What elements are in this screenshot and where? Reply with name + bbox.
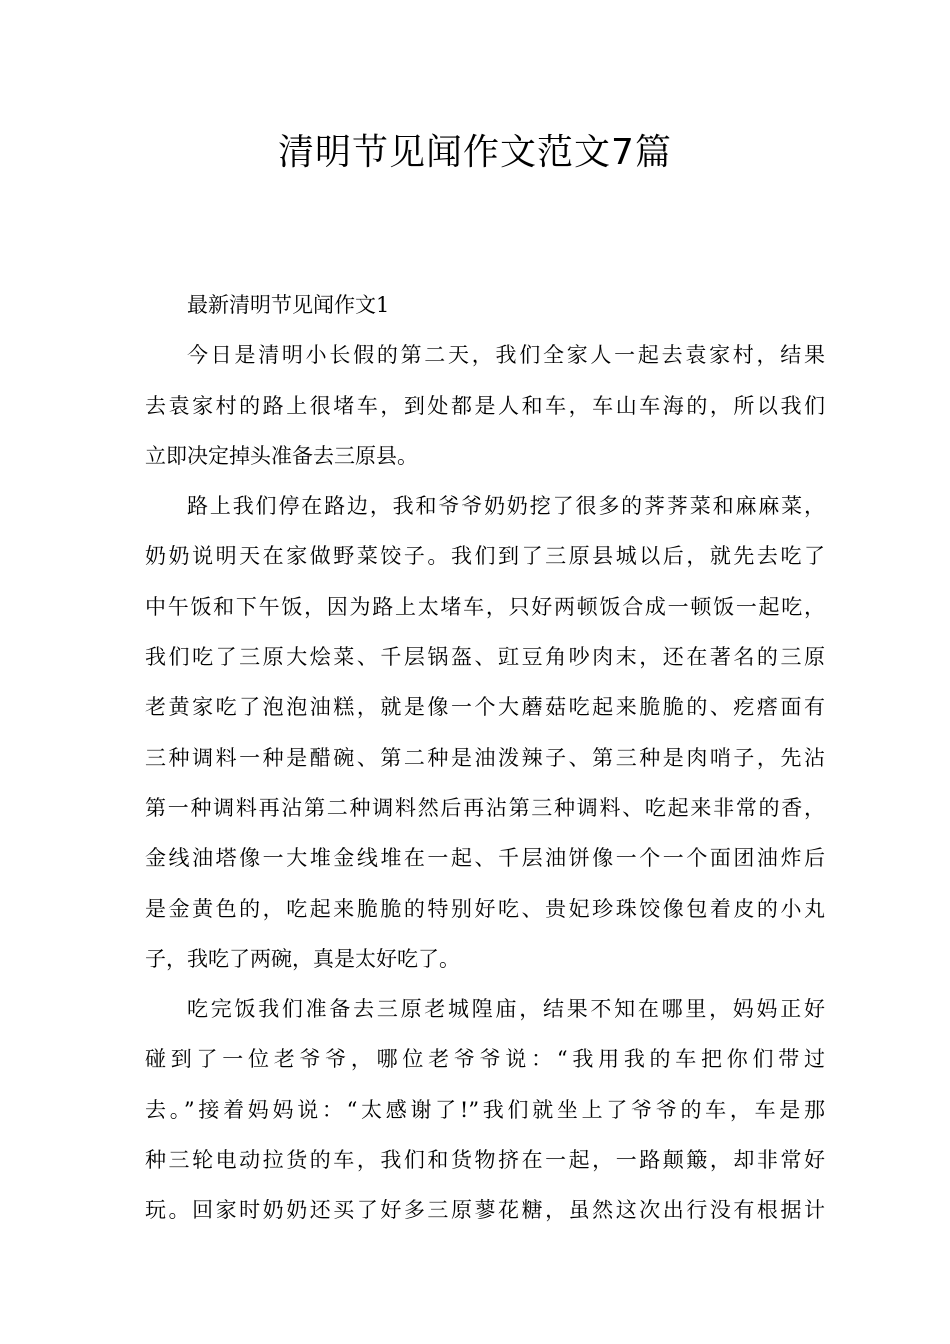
paragraph-line: 是金黄色的，吃起来脆脆的特别好吃、贵妃珍珠饺像包着皮的小丸 [145, 896, 825, 921]
paragraph-line: 金线油塔像一大堆金线堆在一起、千层油饼像一个一个面团油炸后 [145, 846, 825, 871]
paragraph-line: 中午饭和下午饭，因为路上太堵车，只好两顿饭合成一顿饭一起吃， [145, 594, 825, 619]
paragraph-line: 今日是清明小长假的第二天，我们全家人一起去袁家村，结果 [187, 343, 825, 368]
paragraph-line: 三种调料一种是醋碗、第二种是油泼辣子、第三种是肉哨子，先沾 [145, 745, 825, 770]
paragraph-line: 子，我吃了两碗，真是太好吃了。 [145, 946, 460, 971]
paragraph-line: 我们吃了三原大烩菜、千层锅盔、豇豆角吵肉末，还在著名的三原 [145, 645, 825, 670]
document-body [145, 280, 825, 1236]
document-title: 清明节见闻作文范文7篇 [278, 132, 672, 173]
paragraph-line: 老黄家吃了泡泡油糕，就是像一个大蘑菇吃起来脆脆的、疙瘩面有 [145, 695, 825, 720]
paragraph-line: 玩。回家时奶奶还买了好多三原蓼花糖，虽然这次出行没有根据计 [145, 1198, 825, 1223]
paragraph-line: 种三轮电动拉货的车，我们和货物挤在一起，一路颠簸，却非常好 [145, 1148, 825, 1173]
paragraph-line: 第一种调料再沾第二种调料然后再沾第三种调料、吃起来非常的香， [145, 795, 825, 820]
paragraph-line: 去袁家村的路上很堵车，到处都是人和车，车山车海的，所以我们 [145, 393, 825, 418]
paragraph-line: 碰到了一位老爷爷，哪位老爷爷说：“我用我的车把你们带过 [145, 1047, 825, 1072]
section-heading-text: 最新清明节见闻作文1 [187, 293, 390, 317]
paragraph-line: 立即决定掉头准备去三原县。 [145, 443, 418, 468]
paragraph-line: 吃完饭我们准备去三原老城隍庙，结果不知在哪里，妈妈正好 [187, 997, 825, 1022]
paragraph-3 [145, 984, 825, 1235]
paragraph-1 [145, 330, 825, 481]
paragraph-2 [145, 481, 825, 984]
paragraph-line: 路上我们停在路边，我和爷爷奶奶挖了很多的荠荠菜和麻麻菜， [187, 494, 825, 519]
paragraph-line: 去。”接着妈妈说：“太感谢了!”我们就坐上了爷爷的车，车是那 [145, 1097, 825, 1122]
paragraph-line: 奶奶说明天在家做野菜饺子。我们到了三原县城以后，就先去吃了 [145, 544, 825, 569]
section-heading [145, 280, 825, 330]
